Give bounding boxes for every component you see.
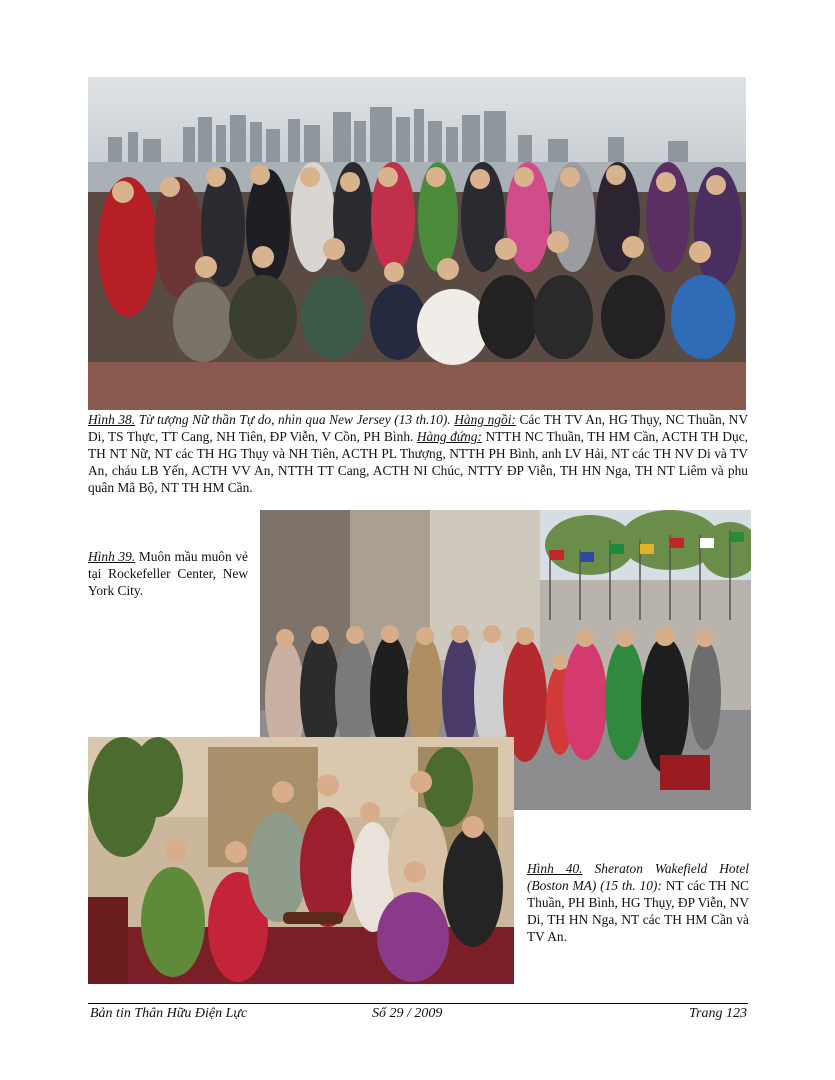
- photo-sheraton-wakefield-hotel: [88, 737, 514, 984]
- figure-40-text: NT các TH NC Thuần, PH Bình, HG Thụy, ĐP Viễn, NV Di, TH HN Nga, NT các TH HM Cần và TV An.: [527, 878, 749, 944]
- standing-row-names: NTTH NC Thuần, TH HM Cần, ACTH TH Dục, TH NT Nữ, NT các TH HG Thụy và NH Tiên, ACTH PL Thượng, NTTH PH Bình, anh LV Hải, NT các TH NV Di và TV An, cháu LB Yến, ACTH VV An, NTTH TT Cang, ACTH NI Chúc, NTTY ĐP Viễn, TH HN Nga, TH NT Liêm và phu quân Mã Bộ, NT TH HM Cần.: [88, 429, 748, 495]
- footer-rule: [88, 1003, 748, 1004]
- standing-row-label: Hàng đứng:: [416, 429, 482, 444]
- figure-40-label: Hình 40.: [527, 861, 583, 876]
- seated-row-label: Hàng ngồi:: [454, 412, 516, 427]
- caption-figure-39: [88, 548, 248, 599]
- figure-38-title: Từ tượng Nữ thần Tự do, nhìn qua New Jersey (13 th.10).: [138, 412, 451, 427]
- caption-figure-38: [88, 411, 748, 496]
- figure-40-title: Sheraton Wakefield Hotel (Boston MA) (15 th. 10):: [527, 861, 749, 893]
- footer-page-number: Trang 123: [689, 1006, 747, 1021]
- seated-row-names: Các TH TV An, HG Thụy, NC Thuần, NV Di, TS Thực, TT Cang, NH Tiên, ĐP Viễn, V Cồn, PH Bình.: [88, 412, 748, 444]
- photo-liberty-island-group: [88, 77, 746, 410]
- figure-38-label: Hình 38.: [88, 412, 136, 427]
- figure-39-text: Muôn mầu muôn vẻ tại Rockefeller Center, New York City.: [88, 549, 248, 598]
- caption-figure-40: [527, 860, 749, 945]
- footer-issue: Số 29 / 2009: [372, 1006, 443, 1021]
- footer-publication: Bản tin Thân Hữu Điện Lực: [90, 1006, 248, 1021]
- figure-39-label: Hình 39.: [88, 549, 136, 564]
